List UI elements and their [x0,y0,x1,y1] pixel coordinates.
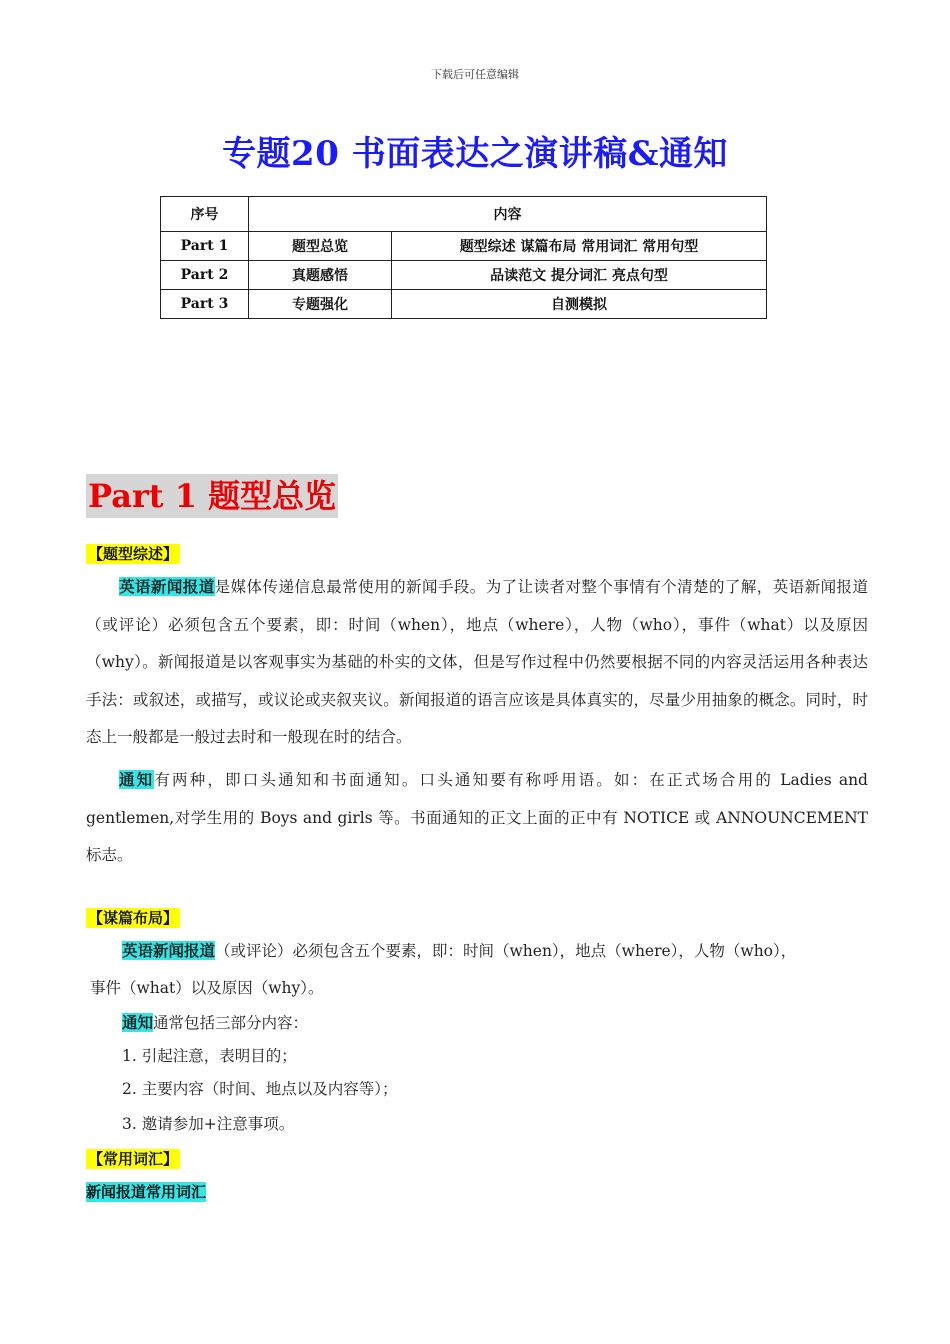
vocab-subheading: 新闻报道常用词汇 [86,1183,207,1201]
layout-line-news [122,940,796,962]
overview-tag: 【题型综述】 [88,545,179,563]
header-cell-content: 内容 [249,197,767,232]
cell-part: Part 1 [161,232,249,261]
layout-line-notice [122,1012,308,1034]
cell-part: Part 2 [161,261,249,290]
highlight-notice: 通知 [122,1013,154,1032]
highlight-news-report: 英语新闻报道 [122,941,216,960]
cell-name: 题型总览 [249,232,392,261]
highlight-news-report: 英语新闻报道 [119,577,215,596]
list-item: 1. 引起注意，表明目的； [122,1047,297,1065]
highlight-notice: 通知 [119,770,155,789]
overview-paragraph-news-text: 是媒体传递信息最常使用的新闻手段。为了让读者对整个事情有个清楚的了解，英语新闻报道（或评论）必须包含五个要素，即：时间（when），地点（where），人物（who），事件（what）以及原因（why）。新闻报道是以客观事实为基础的朴实的文体，但是写作过程中仍然要根据不同的内容灵活运用各种表达手法：或叙述，或描写，或议论或夹叙夹议。新闻报道的语言应该是具体真实的，尽量少用抽象的概念。同时，时态上一般都是一般过去时和一般现在时的结合。 [86,578,868,746]
contents-table [160,196,767,319]
part1-heading-name: 题型总览 [208,477,337,515]
table-row [161,290,767,319]
layout-tag: 【谋篇布局】 [88,909,179,927]
cell-part: Part 3 [161,290,249,319]
cell-content: 品读范文 提分词汇 亮点句型 [392,261,767,290]
layout-line-news-text: （或评论）必须包含五个要素，即：时间（when），地点（where），人物（who）， [215,942,797,960]
layout-line-news-cont: 事件（what）以及原因（why）。 [90,979,324,997]
part1-heading-part: Part 1 [88,477,197,515]
layout-line-notice-text: 通常包括三部分内容： [153,1014,309,1032]
cell-name: 专题强化 [249,290,392,319]
part1-heading [86,474,338,518]
cell-content: 题型综述 谋篇布局 常用词汇 常用句型 [392,232,767,261]
table-header-row [161,197,767,232]
overview-paragraph-notice-text: 有两种，即口头通知和书面通知。口头通知要有称呼用语。如：在正式场合用的 Ladies and gentlemen,对学生用的 Boys and girls 等。书面通知的正文上面的正中有 NOTICE 或 ANNOUNCEMENT 标志。 [86,771,868,864]
table-row [161,232,767,261]
page-title: 专题20 书面表达之演讲稿&通知 [222,134,728,174]
list-item: 2. 主要内容（时间、地点以及内容等）； [122,1080,398,1098]
cell-content: 自测模拟 [392,290,767,319]
overview-paragraph-notice [86,761,868,875]
header-cell-number: 序号 [161,197,249,232]
vocab-tag: 【常用词汇】 [88,1150,179,1168]
cell-name: 真题感悟 [249,261,392,290]
header-note: 下载后可任意编辑 [431,68,519,81]
overview-paragraph-news [86,568,868,757]
list-item: 3. 邀请参加+注意事项。 [122,1115,295,1133]
table-row [161,261,767,290]
